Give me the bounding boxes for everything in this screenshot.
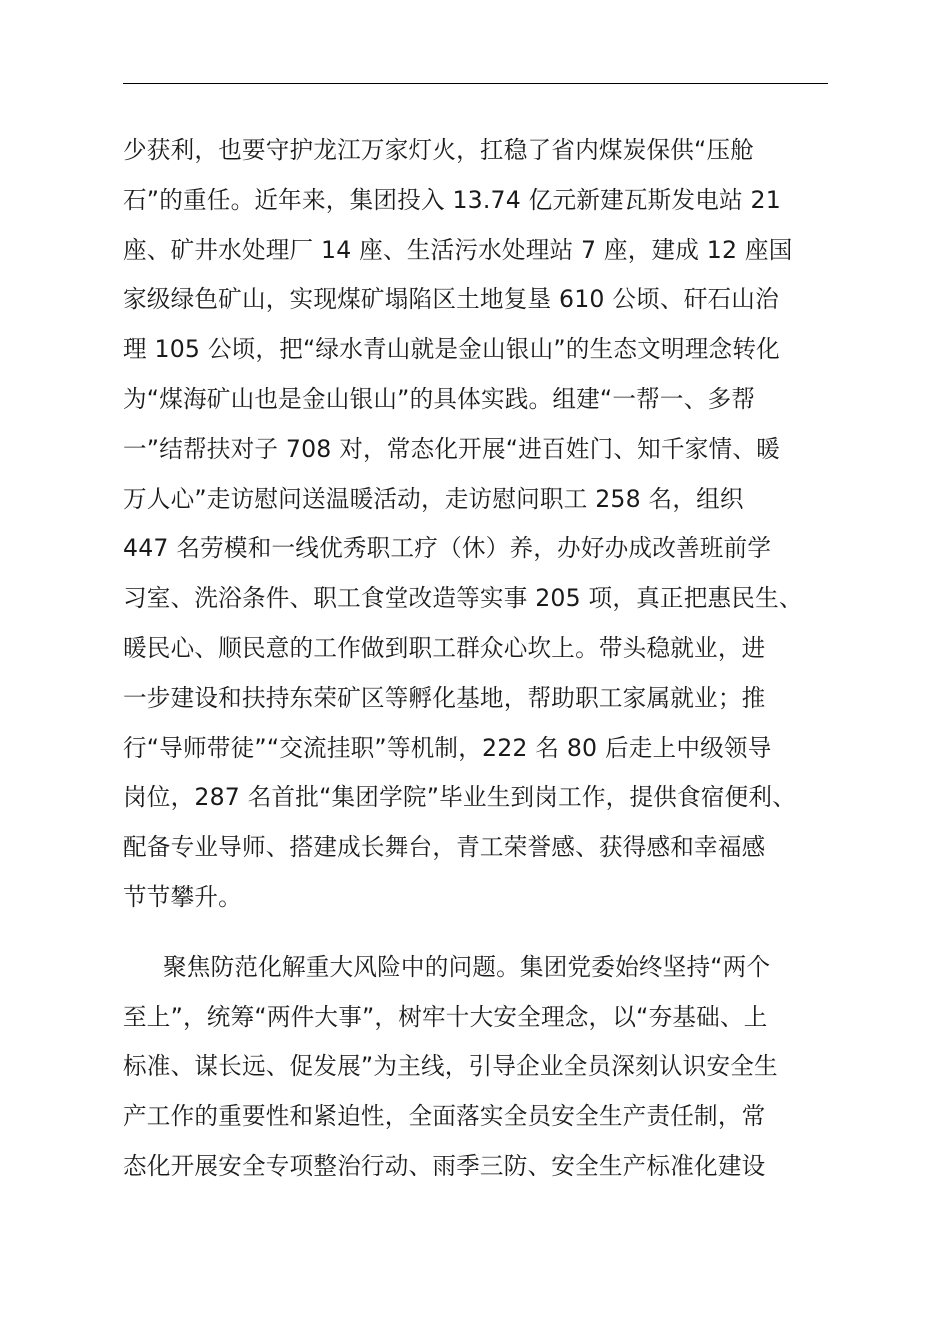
text-line: 配备专业导师、搭建成长舞台，青工荣誉感、获得感和幸福感 xyxy=(123,833,766,862)
text-line: 家级绿色矿山，实现煤矿塌陷区土地复垦 610 公顷、矸石山治 xyxy=(123,285,779,314)
text-line: 行“导师带徒”“交流挂职”等机制，222 名 80 后走上中级领导 xyxy=(123,733,772,762)
body-text xyxy=(123,126,843,1192)
text-line: 习室、洗浴条件、职工食堂改造等实事 205 项，真正把惠民生、 xyxy=(123,584,803,613)
paragraph-1 xyxy=(123,126,843,923)
text-line: 石”的重任。近年来，集团投入 13.74 亿元新建瓦斯发电站 21 xyxy=(123,185,781,214)
text-line: 节节攀升。 xyxy=(123,882,242,911)
text-line: 少获利，也要守护龙江万家灯火，扛稳了省内煤炭保供“压舱 xyxy=(123,136,755,164)
text-line: 至上”，统筹“两件大事”，树牢十大安全理念，以“夯基础、上 xyxy=(123,1002,768,1031)
text-line: 暖民心、顺民意的工作做到职工群众心坎上。带头稳就业，进 xyxy=(123,633,766,662)
text-line: 座、矿井水处理厂 14 座、生活污水处理站 7 座，建成 12 座国 xyxy=(123,235,793,264)
header-rule xyxy=(123,83,828,84)
text-line: 一步建设和扶持东荣矿区等孵化基地，帮助职工家属就业；推 xyxy=(123,683,766,712)
paragraph-gap xyxy=(123,923,843,943)
text-line: 一”结帮扶对子 708 对，常态化开展“进百姓门、知千家情、暖 xyxy=(123,434,780,463)
text-line: 为“煤海矿山也是金山银山”的具体实践。组建“一帮一、多帮 xyxy=(123,384,756,413)
text-line: 万人心”走访慰问送温暖活动，走访慰问职工 258 名，组织 xyxy=(123,484,744,513)
text-line: 岗位，287 名首批“集团学院”毕业生到岗工作，提供食宿便利、 xyxy=(123,783,797,812)
text-line: 产工作的重要性和紧迫性，全面落实全员安全生产责任制，常 xyxy=(123,1102,766,1131)
text-line: 理 105 公顷，把“绿水青山就是金山银山”的生态文明理念转化 xyxy=(123,335,780,364)
text-line: 聚焦防范化解重大风险中的问题。集团党委始终坚持“两个 xyxy=(163,952,771,981)
text-line: 标准、谋长远、促发展”为主线，引导企业全员深刻认识安全生 xyxy=(123,1052,778,1081)
paragraph-2 xyxy=(123,943,843,1192)
text-line: 447 名劳模和一线优秀职工疗（休）养，办好办成改善班前学 xyxy=(123,534,772,563)
text-line: 态化开展安全专项整治行动、雨季三防、安全生产标准化建设 xyxy=(123,1151,766,1180)
